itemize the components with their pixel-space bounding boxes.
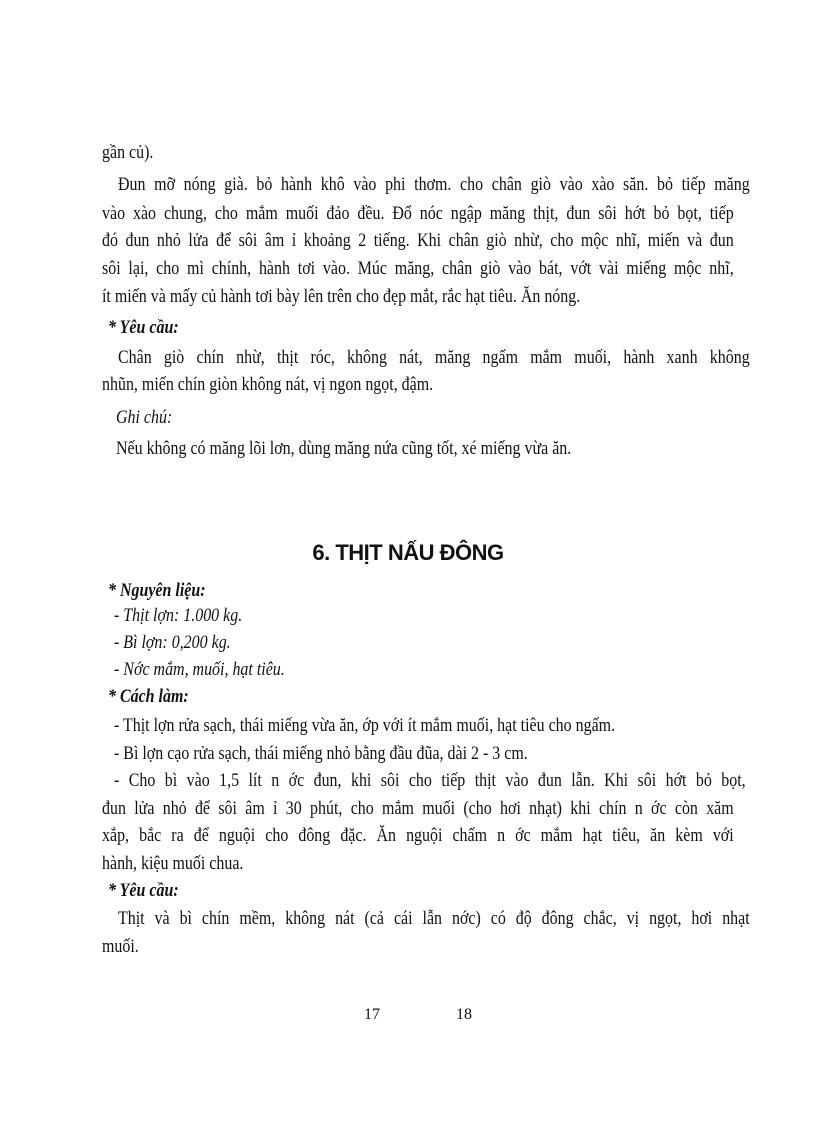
note-line: Nếu không có măng lõi lơn, dùng măng nứa cũng tốt, xé miếng vừa ăn. (116, 438, 572, 459)
note-heading: Ghi chú: (116, 407, 173, 428)
paragraph-line: gần củ). (102, 142, 154, 163)
ingredients-heading: * Nguyên liệu: (108, 580, 206, 601)
page-number-left: 17 (364, 1006, 380, 1023)
requirements-heading: * Yêu cầu: (108, 880, 179, 901)
paragraph-line: muối. (102, 936, 139, 957)
method-line: xắp, bắc ra để nguội cho đông đặc. Ăn nguội chấm n ớc mắm hạt tiêu, ăn kèm với (102, 825, 734, 846)
ingredient-item: - Bì lợn: 0,200 kg. (114, 632, 231, 653)
paragraph-line: sôi lại, cho mì chính, hành tơi vào. Múc măng, chân giò vào bát, vớt vài miếng mộc nhĩ, (102, 258, 734, 279)
paragraph-line: Chân giò chín nhừ, thịt róc, không nát, măng ngấm mắm muối, hành xanh không (118, 347, 750, 368)
ingredient-item: - Nớc mắm, muối, hạt tiêu. (114, 659, 285, 680)
section-title: 6. THỊT NẤU ĐÔNG (312, 540, 504, 565)
ingredient-item: - Thịt lợn: 1.000 kg. (114, 605, 243, 626)
page-number-right: 18 (456, 1006, 472, 1023)
paragraph-line: vào xào chung, cho mắm muối đảo đều. Đổ nóc ngập măng thịt, đun sôi hớt bỏ bọt, tiếp (102, 203, 734, 224)
requirements-heading: * Yêu cầu: (108, 317, 179, 338)
paragraph-line: Đun mỡ nóng già. bỏ hành khô vào phi thơm. cho chân giò vào xào săn. bỏ tiếp măng (118, 174, 750, 195)
paragraph-line: Thịt và bì chín mềm, không nát (cả cái lẫn nớc) có độ đông chắc, vị ngọt, hơi nhạt (118, 908, 750, 929)
method-line: - Cho bì vào 1,5 lít n ớc đun, khi sôi cho tiếp thịt vào đun lẫn. Khi sôi hớt bỏ bọt, (114, 770, 746, 791)
method-heading: * Cách làm: (108, 686, 189, 707)
method-line: - Bì lợn cạo rửa sạch, thái miếng nhỏ bằng đầu đũa, dài 2 - 3 cm. (114, 743, 528, 764)
method-line: hành, kiệu muối chua. (102, 853, 244, 874)
method-line: - Thịt lợn rửa sạch, thái miếng vừa ăn, ớp với ít mắm muối, hạt tiêu cho ngấm. (114, 715, 616, 736)
method-line: đun lửa nhỏ để sôi âm ỉ 30 phút, cho mắm muối (cho hơi nhạt) khi chín n ớc còn xăm (102, 798, 734, 819)
paragraph-line: ít miến và mấy củ hành tơi bày lên trên cho đẹp mắt, rắc hạt tiêu. Ăn nóng. (102, 286, 581, 307)
paragraph-line: đó đun nhỏ lửa để sôi âm ỉ khoảng 2 tiếng. Khi chân giò nhừ, cho mộc nhĩ, miến và đun (102, 230, 734, 251)
paragraph-line: nhũn, miến chín giòn không nát, vị ngon ngọt, đậm. (102, 374, 434, 395)
